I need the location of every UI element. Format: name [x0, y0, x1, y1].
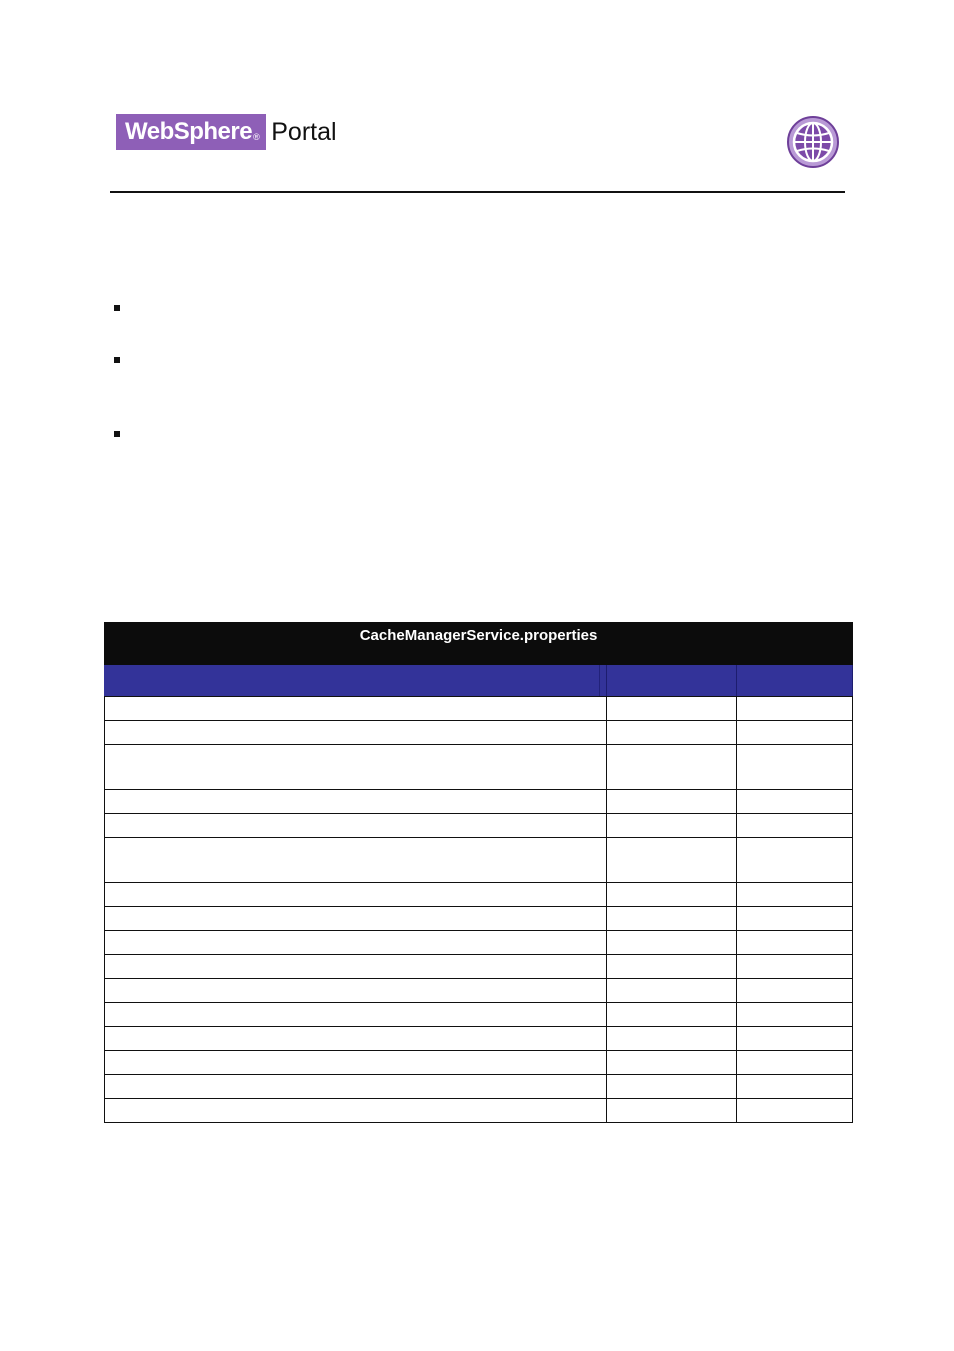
- default-cell: [737, 1027, 853, 1051]
- value-cell: [607, 883, 737, 907]
- table-title-row: [105, 623, 853, 665]
- default-cell: [737, 955, 853, 979]
- table-row: [105, 979, 853, 1003]
- table-row: [105, 1099, 853, 1123]
- table-row: [105, 745, 853, 790]
- value-cell: [607, 1003, 737, 1027]
- default-cell: [737, 883, 853, 907]
- table-row: [105, 1051, 853, 1075]
- value-cell: [607, 907, 737, 931]
- table-row: [105, 838, 853, 883]
- websphere-logo-box: [116, 114, 266, 150]
- value-cell: [607, 1075, 737, 1099]
- table-row: [105, 790, 853, 814]
- logo-registered-mark: ®: [253, 132, 260, 142]
- table-row: [105, 955, 853, 979]
- default-cell: [737, 814, 853, 838]
- property-cell: [105, 697, 607, 721]
- default-cell: [737, 1051, 853, 1075]
- default-cell: [737, 745, 853, 790]
- value-cell: [607, 814, 737, 838]
- column-header-default: [737, 665, 853, 697]
- table-row: [105, 697, 853, 721]
- value-cell: [607, 745, 737, 790]
- value-cell: [607, 721, 737, 745]
- default-cell: [737, 721, 853, 745]
- property-cell: [105, 931, 607, 955]
- cache-manager-properties-table: [104, 622, 853, 1123]
- value-cell: [607, 1099, 737, 1123]
- logo-product-text: Portal: [271, 118, 337, 146]
- value-cell: [607, 931, 737, 955]
- table-row: [105, 931, 853, 955]
- value-cell: [607, 1027, 737, 1051]
- table-row: [105, 721, 853, 745]
- table-header-row: [105, 665, 853, 697]
- header-divider: [110, 191, 845, 193]
- websphere-portal-logo: [116, 114, 337, 150]
- property-cell: [105, 1027, 607, 1051]
- property-cell: [105, 814, 607, 838]
- default-cell: [737, 1003, 853, 1027]
- table-row: [105, 1075, 853, 1099]
- default-cell: [737, 697, 853, 721]
- default-cell: [737, 838, 853, 883]
- table-row: [105, 814, 853, 838]
- value-cell: [607, 955, 737, 979]
- value-cell: [607, 1051, 737, 1075]
- value-cell: [607, 838, 737, 883]
- square-bullet-icon: [114, 357, 120, 363]
- property-cell: [105, 955, 607, 979]
- property-cell: [105, 721, 607, 745]
- globe-icon: [786, 115, 840, 169]
- property-cell: [105, 907, 607, 931]
- default-cell: [737, 1099, 853, 1123]
- value-cell: [607, 790, 737, 814]
- property-cell: [105, 745, 607, 790]
- default-cell: [737, 931, 853, 955]
- default-cell: [737, 1075, 853, 1099]
- logo-brand-text: WebSphere: [125, 118, 253, 145]
- property-cell: [105, 790, 607, 814]
- table-row: [105, 907, 853, 931]
- table-row: [105, 883, 853, 907]
- table-row: [105, 1027, 853, 1051]
- property-cell: [105, 1075, 607, 1099]
- property-cell: [105, 838, 607, 883]
- square-bullet-icon: [114, 431, 120, 437]
- square-bullet-icon: [114, 305, 120, 311]
- column-header-value: [607, 665, 737, 697]
- property-cell: [105, 1003, 607, 1027]
- default-cell: [737, 790, 853, 814]
- default-cell: [737, 907, 853, 931]
- value-cell: [607, 979, 737, 1003]
- property-cell: [105, 1051, 607, 1075]
- property-cell: [105, 979, 607, 1003]
- table-row: [105, 1003, 853, 1027]
- value-cell: [607, 697, 737, 721]
- property-cell: [105, 1099, 607, 1123]
- table-body: [105, 697, 853, 1123]
- default-cell: [737, 979, 853, 1003]
- column-header-property: [105, 665, 607, 697]
- table-title: CacheManagerService.properties: [105, 623, 853, 665]
- property-cell: [105, 883, 607, 907]
